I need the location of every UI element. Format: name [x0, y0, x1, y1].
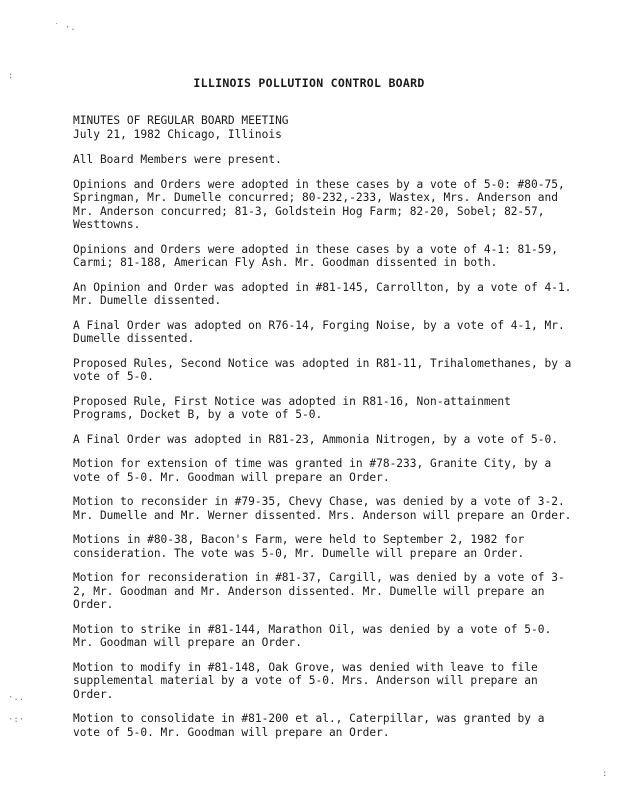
- minutes-paragraph: Proposed Rules, Second Notice was adopted in R81-11, Trihalomethanes, by a vote of 5-0.: [73, 356, 572, 384]
- board-title: ILLINOIS POLLUTION CONTROL BOARD: [193, 76, 425, 90]
- meeting-heading: [73, 114, 573, 141]
- minutes-paragraph: Motion to reconsider in #79-35, Chevy Chase, was denied by a vote of 3-2. Mr. Dumelle and Mr. Werner dissented. Mrs. Anderson will prepare an Order.: [73, 495, 572, 522]
- minutes-paragraph: Motions in #80-38, Bacon's Farm, were held to September 2, 1982 for consideration. The vote was 5-0, Mr. Dumelle will prepare an Order.: [73, 533, 525, 560]
- minutes-paragraph: An Opinion and Order was adopted in #81-145, Carrollton, by a vote of 4-1. Mr. Dumelle dissented.: [73, 280, 572, 308]
- minutes-body: [73, 114, 573, 739]
- minutes-paragraph: All Board Members were present.: [73, 153, 282, 167]
- scan-speck: :: [8, 71, 14, 81]
- minutes-paragraph: Motion for reconsideration in #81-37, Cargill, was denied by a vote of 3-2, Mr. Goodman and Mr. Anderson dissented. Mr. Dumelle will prepare an Order.: [73, 571, 565, 612]
- minutes-paragraph: A Final Order was adopted on R76-14, Forging Noise, by a vote of 4-1, Mr. Dumelle dissented.: [73, 318, 565, 346]
- minutes-paragraph: A Final Order was adopted in R81-23, Ammonia Nitrogen, by a vote of 5-0.: [73, 432, 558, 446]
- minutes-paragraph: Proposed Rule, First Notice was adopted in R81-16, Non-attainment Programs, Docket B, by a vote of 5-0.: [73, 394, 511, 422]
- minutes-paragraph: Motion to strike in #81-144, Marathon Oil, was denied by a vote of 5-0. Mr. Goodman will prepare an Order.: [73, 622, 552, 650]
- minutes-paragraph: Motion to consolidate in #81-200 et al., Caterpillar, was granted by a vote of 5-0. Mr. Goodman will prepare an Order.: [73, 712, 545, 739]
- scan-speck: ·..: [8, 693, 25, 703]
- scan-speck: :: [602, 769, 608, 779]
- scan-speck: ·:·: [8, 715, 25, 725]
- minutes-paragraph: Motion to modify in #81-148, Oak Grove, was denied with leave to file supplemental material by a vote of 5-0. Mrs. Anderson will prepare an Order.: [73, 660, 538, 701]
- minutes-paragraph: Motion for extension of time was granted in #78-233, Granite City, by a vote of 5-0. Mr. Goodman will prepare an Order.: [73, 457, 552, 484]
- minutes-paragraph: Opinions and Orders were adopted in these cases by a vote of 4-1: 81-59, Carmi; 81-188, American Fly Ash. Mr. Goodman dissented in both.: [73, 242, 558, 270]
- minutes-paragraph: Opinions and Orders were adopted in these cases by a vote of 5-0: #80-75, Springman, Mr. Dumelle concurred; 80-232,-233, Wastex, Mrs. Anderson and Mr. Anderson concurred; 81-3, Goldstein Hog Farm; 82-20, Sobel; 82-57, Westtowns.: [73, 177, 565, 232]
- meeting-date-line: July 21, 1982 Chicago, Illinois: [73, 127, 282, 141]
- scan-speck: ˙ ·.: [54, 23, 76, 33]
- heading-line: MINUTES OF REGULAR BOARD MEETING: [73, 114, 289, 127]
